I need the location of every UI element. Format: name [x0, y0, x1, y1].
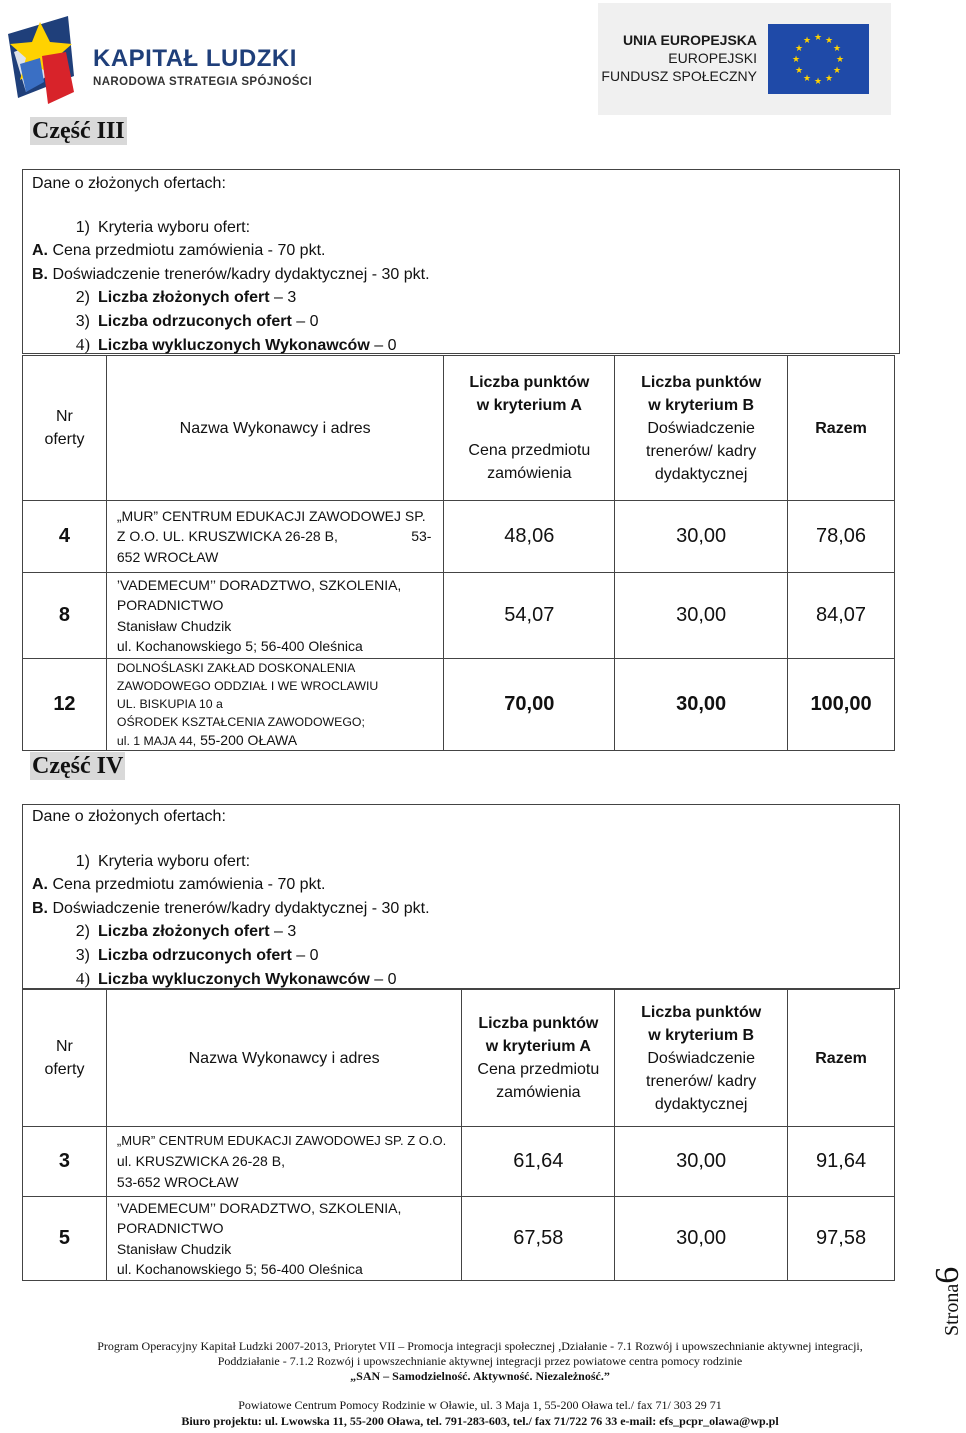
points-b: 30,00: [615, 573, 788, 659]
part3-criterion-a: A. Cena przedmiotu zamówienia - 70 pkt.: [32, 242, 326, 259]
header-criterion-b: Liczba punktów w kryterium B Doświadczenie trenerów/ kadry dydaktycznej: [615, 990, 788, 1127]
header-criterion-a: Liczba punktów w kryterium A Cena przedmiotu zamówienia: [444, 356, 615, 501]
part4-criteria-row: 1) Kryteria wyboru ofert:: [75, 852, 251, 870]
points-a: 54,07: [444, 573, 615, 659]
eu-line-3: FUNDUSZ SPOŁECZNY: [601, 68, 757, 84]
svg-text:★: ★: [794, 66, 804, 76]
part4-submitted-row: 2) Liczba złożonych ofert – 3: [75, 923, 297, 940]
part3-excluded-row: 4) Liczba wykluczonych Wykonawców – 0: [75, 335, 397, 354]
footer-program-line: Program Operacyjny Kapitał Ludzki 2007-2013, Priorytet VII – Promocja integracji społecznej ,Działanie - 7.1 Rozwój i upowszechnianie aktywnej integracji,: [97, 1339, 863, 1353]
points-a: 70,00: [444, 659, 615, 751]
contractor-address: DOLNOŚLASKI ZAKŁAD DOSKONALENIA ZAWODOWEGO ODDZIAŁ I WE WROCLAWIU UL. BISKUPIA 10 a OŚRODEK KSZTAŁCENIA ZAWODOWEGO; ul. 1 MAJA 44, 55-200 OŁAWA: [106, 659, 444, 751]
page-label: Strona: [941, 1283, 963, 1336]
svg-text:★: ★: [832, 66, 842, 76]
points-total: 91,64: [788, 1127, 895, 1197]
points-total: 78,06: [788, 501, 895, 573]
table-row: [23, 573, 895, 659]
table-header-row: [23, 990, 895, 1127]
page-number: [929, 1236, 966, 1336]
header-nr: Nr oferty: [23, 356, 107, 501]
table-row: [23, 501, 895, 573]
points-a: 48,06: [444, 501, 615, 573]
offer-number: 8: [23, 573, 107, 659]
table-row: [23, 659, 895, 751]
svg-text:★: ★: [824, 74, 834, 84]
contractor-address: „MUR” CENTRUM EDUKACJI ZAWODOWEJ SP. Z O.O. UL. KRUSZWICKA 26-28 B, 53- 652 WROCŁAW: [106, 501, 444, 573]
offer-number: 4: [23, 501, 107, 573]
part4-info-box: [22, 804, 900, 989]
part4-results-table: [22, 989, 895, 1281]
footer-subaction-line: Poddziałanie - 7.1.2 Rozwój i upowszechnianie aktywnej integracji przez powiatowe centra pomocy rodzinie: [217, 1354, 743, 1368]
points-b: 30,00: [615, 659, 788, 751]
header-name: Nazwa Wykonawcy i adres: [106, 990, 461, 1127]
header-criterion-a: Liczba punktów w kryterium A Cena przedmiotu zamówienia: [462, 990, 615, 1127]
svg-text:★: ★: [813, 77, 823, 87]
part3-info-heading: Dane o złożonych ofertach:: [32, 175, 226, 192]
points-total: 97,58: [788, 1197, 895, 1281]
part3-criteria-row: 1) Kryteria wyboru ofert:: [75, 218, 251, 236]
part3-criterion-b: B. Doświadczenie trenerów/kadry dydaktycznej - 30 pkt.: [32, 265, 430, 283]
points-b: 30,00: [615, 501, 788, 573]
header-total: Razem: [788, 990, 895, 1127]
kapital-ludzki-title: KAPITAŁ LUDZKI: [93, 45, 297, 72]
part3-info-box: [22, 169, 900, 354]
svg-text:★: ★: [824, 36, 834, 46]
svg-text:★: ★: [835, 55, 845, 65]
header-criterion-b: Liczba punktów w kryterium B Doświadczenie trenerów/ kadry dydaktycznej: [615, 356, 788, 501]
svg-text:★: ★: [802, 36, 812, 46]
table-row: [23, 1197, 895, 1281]
part3-submitted-row: 2) Liczba złożonych ofert – 3: [75, 289, 297, 306]
svg-text:★: ★: [794, 44, 804, 54]
svg-text:★: ★: [813, 33, 823, 43]
header-name: Nazwa Wykonawcy i adres: [106, 356, 444, 501]
points-a: 61,64: [462, 1127, 615, 1197]
part3-rejected-row: 3) Liczba odrzuconych ofert – 0: [75, 312, 319, 330]
svg-text:★: ★: [832, 44, 842, 54]
offer-number: 5: [23, 1197, 107, 1281]
points-b: 30,00: [615, 1197, 788, 1281]
table-header-row: [23, 356, 895, 501]
header-nr: Nr oferty: [23, 990, 107, 1127]
eu-line-2: EUROPEJSKI: [668, 50, 757, 66]
part4-rejected-row: 3) Liczba odrzuconych ofert – 0: [75, 946, 319, 964]
contractor-address: „MUR” CENTRUM EDUKACJI ZAWODOWEJ SP. Z O.O. ul. KRUSZWICKA 26-28 B, 53-652 WROCŁAW: [106, 1127, 461, 1197]
offer-number: 3: [23, 1127, 107, 1197]
footer-project-name: „SAN – Samodzielność. Aktywność. Niezależność.”: [350, 1369, 610, 1383]
svg-text:★: ★: [791, 55, 801, 65]
header-total: Razem: [788, 356, 895, 501]
part4-info-heading: Dane o złożonych ofertach:: [32, 808, 226, 825]
eu-line-1: UNIA EUROPEJSKA: [622, 32, 757, 48]
footer-contact-line: Biuro projektu: ul. Lwowska 11, 55-200 Oława, tel. 791-283-603, tel./ fax 71/722 76 33 e-mail: efs_pcpr_olawa@wp.pl: [181, 1414, 779, 1428]
table-row: [23, 1127, 895, 1197]
points-a: 67,58: [462, 1197, 615, 1281]
part4-excluded-row: 4) Liczba wykluczonych Wykonawców – 0: [75, 969, 397, 988]
points-total: 100,00: [788, 659, 895, 751]
offer-number: 12: [23, 659, 107, 751]
eu-flag-icon: [768, 24, 869, 94]
contractor-address: ’VADEMECUM’’ DORADZTWO, SZKOLENIA, PORADNICTWO Stanisław Chudzik ul. Kochanowskiego 5; 56-400 Oleśnica: [106, 1197, 461, 1281]
part4-criterion-a: A. Cena przedmiotu zamówienia - 70 pkt.: [32, 876, 326, 893]
svg-text:★: ★: [802, 74, 812, 84]
part3-results-table: [22, 355, 895, 751]
page-value: 6: [929, 1266, 966, 1284]
contractor-address: ’VADEMECUM’’ DORADZTWO, SZKOLENIA, PORADNICTWO Stanisław Chudzik ul. Kochanowskiego 5; 56-400 Oleśnica: [106, 573, 444, 659]
points-b: 30,00: [615, 1127, 788, 1197]
footer-address-line: Powiatowe Centrum Pomocy Rodzinie w Oławie, ul. 3 Maja 1, 55-200 Oława tel./ fax 71/ 303 29 71: [238, 1398, 722, 1412]
part4-title: Część IV: [32, 753, 124, 779]
kapital-ludzki-subtitle: NARODOWA STRATEGIA SPÓJNOŚCI: [93, 76, 313, 88]
part4-criterion-b: B. Doświadczenie trenerów/kadry dydaktycznej - 30 pkt.: [32, 899, 430, 917]
points-total: 84,07: [788, 573, 895, 659]
part3-title: Część III: [32, 118, 125, 144]
